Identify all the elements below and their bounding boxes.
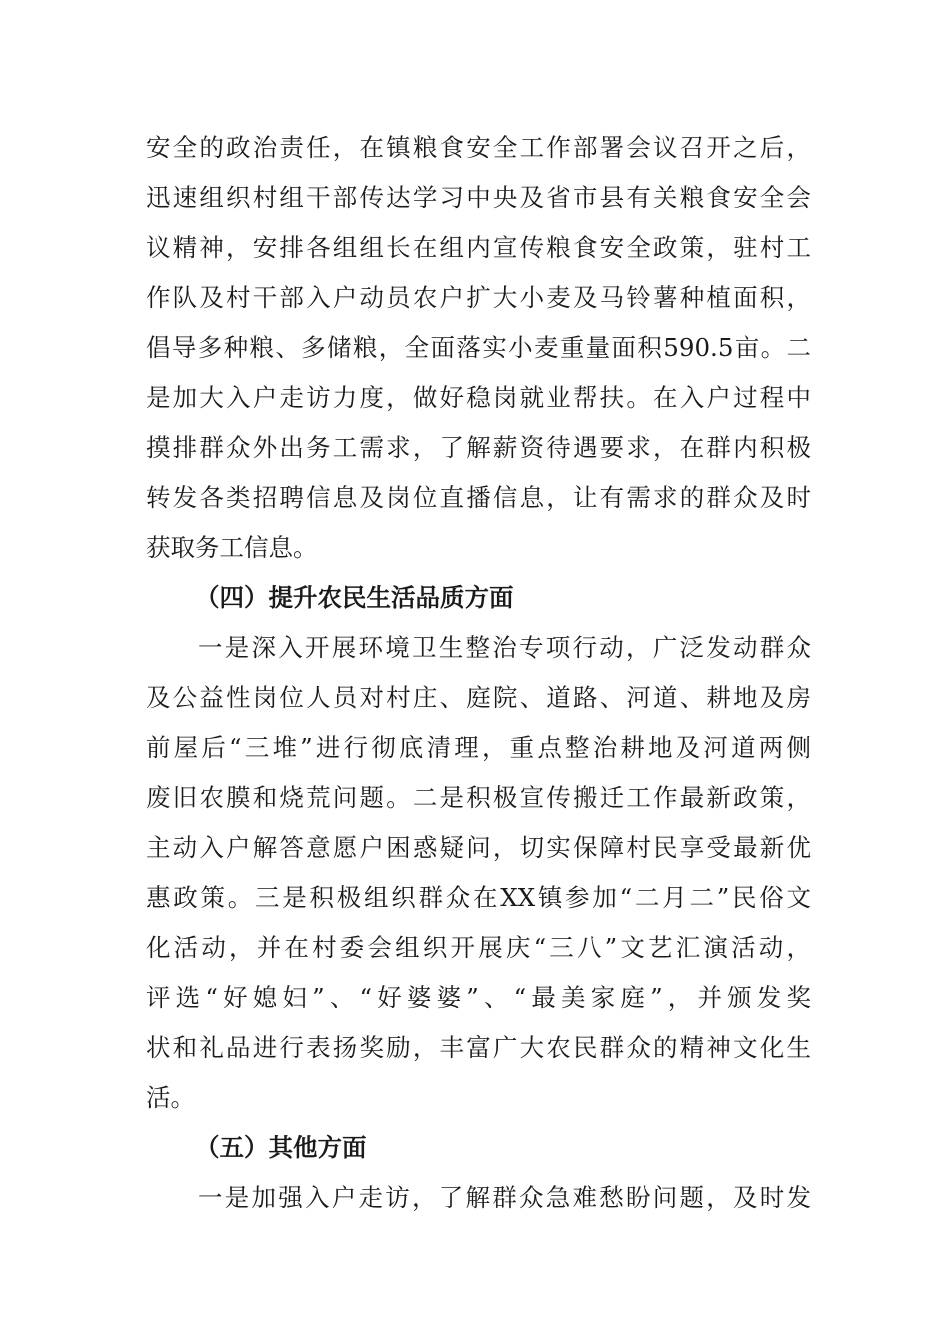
paragraph-line: 迅速组织村组干部传达学习中央及省市县有关粮食安全会 bbox=[146, 183, 811, 212]
paragraph-line: 摸排群众外出务工需求，了解薪资待遇要求，在群内积极 bbox=[146, 433, 811, 462]
paragraph-line: 一是深入开展环境卫生整治专项行动，广泛发动群众 bbox=[198, 633, 811, 662]
paragraph-line: 状和礼品进行表扬奖励，丰富广大农民群众的精神文化生 bbox=[146, 1033, 811, 1062]
document-body bbox=[146, 128, 811, 1228]
section-heading: （四）提升农民生活品质方面 bbox=[195, 583, 514, 612]
paragraph-line: 是加大入户走访力度，做好稳岗就业帮扶。在入户过程中 bbox=[146, 383, 811, 412]
paragraph-line: 评选“好媳妇”、“好婆婆”、“最美家庭”，并颁发奖 bbox=[146, 983, 811, 1012]
paragraph-line: 前屋后“三堆”进行彻底清理，重点整治耕地及河道两侧 bbox=[146, 733, 811, 762]
paragraph-line: 倡导多种粮、多储粮，全面落实小麦重量面积590.5亩。二 bbox=[146, 333, 811, 362]
paragraph-line: 化活动，并在村委会组织开展庆“三八”文艺汇演活动， bbox=[146, 933, 811, 962]
paragraph-line: 废旧农膜和烧荒问题。二是积极宣传搬迁工作最新政策， bbox=[146, 783, 811, 812]
paragraph-line: 主动入户解答意愿户困惑疑问，切实保障村民享受最新优 bbox=[146, 833, 811, 862]
paragraph-line: 获取务工信息。 bbox=[146, 533, 318, 562]
section-heading: （五）其他方面 bbox=[195, 1133, 367, 1162]
paragraph-line: 一是加强入户走访，了解群众急难愁盼问题，及时发 bbox=[198, 1183, 811, 1212]
paragraph-line: 安全的政治责任，在镇粮食安全工作部署会议召开之后， bbox=[146, 133, 811, 162]
paragraph-line: 作队及村干部入户动员农户扩大小麦及马铃薯种植面积， bbox=[146, 283, 811, 312]
paragraph-line: 及公益性岗位人员对村庄、庭院、道路、河道、耕地及房 bbox=[146, 683, 811, 712]
paragraph-line: 转发各类招聘信息及岗位直播信息，让有需求的群众及时 bbox=[146, 483, 811, 512]
paragraph-line: 议精神，安排各组组长在组内宣传粮食安全政策，驻村工 bbox=[146, 233, 811, 262]
paragraph-line: 活。 bbox=[146, 1083, 195, 1112]
paragraph-line: 惠政策。三是积极组织群众在XX镇参加“二月二”民俗文 bbox=[146, 883, 811, 912]
